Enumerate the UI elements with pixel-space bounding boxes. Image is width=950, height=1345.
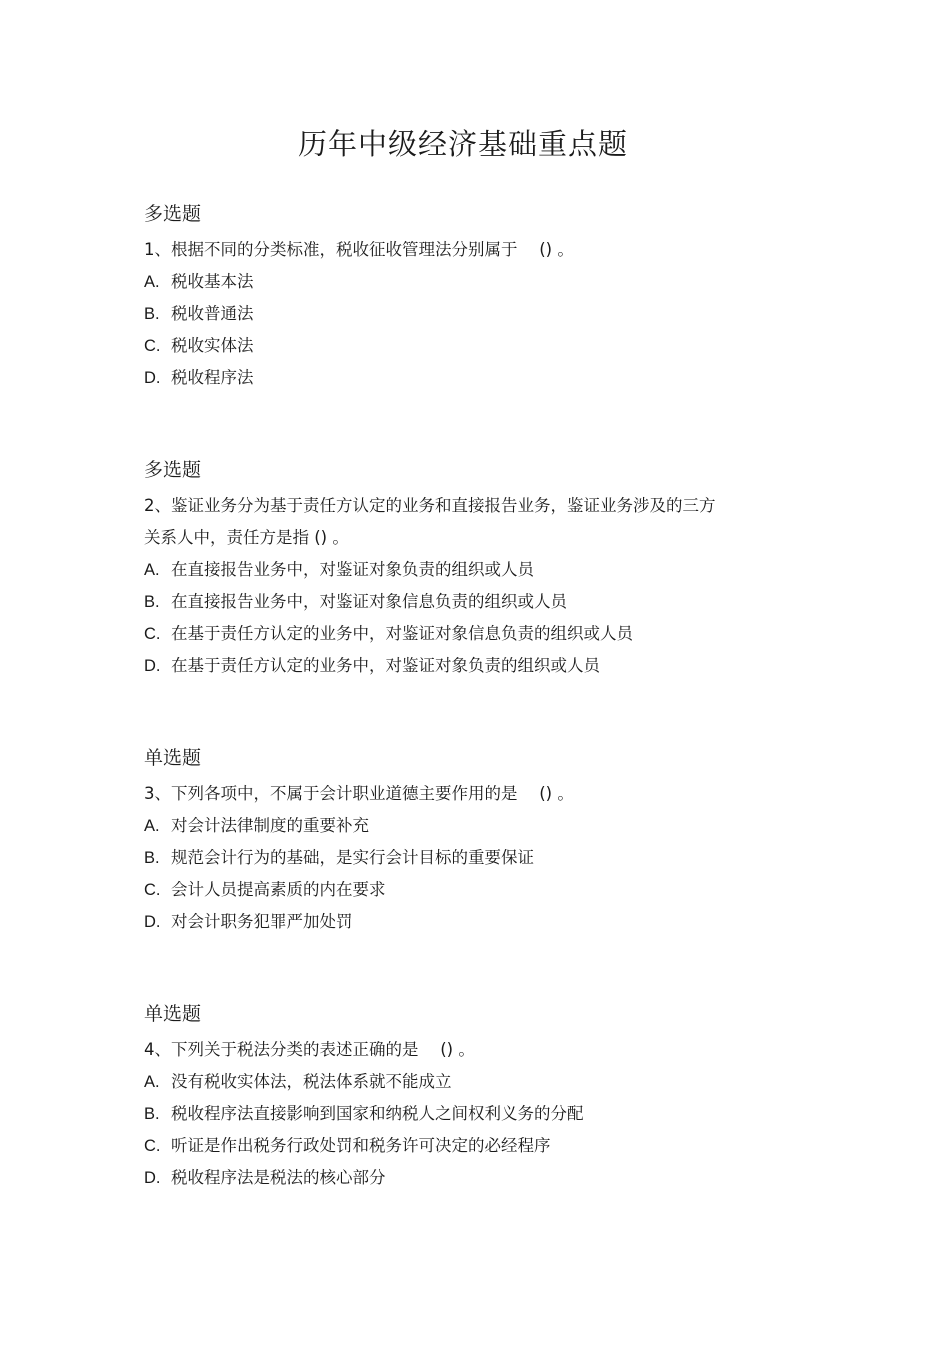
option-letter: B.: [144, 593, 160, 611]
question-4: [144, 1000, 784, 1194]
option-text: 对会计法律制度的重要补充: [171, 816, 369, 835]
question-number: 2、: [144, 496, 171, 515]
option-letter: B.: [144, 305, 160, 323]
option-letter: D.: [144, 913, 161, 931]
option-c: [144, 330, 784, 362]
question-stem: [144, 778, 784, 810]
option-a: [144, 1066, 784, 1098]
option-letter: A.: [144, 561, 160, 579]
option-c: [144, 618, 784, 650]
question-type: 多选题: [144, 459, 202, 481]
option-letter: A.: [144, 273, 160, 291]
option-letter: D.: [144, 369, 161, 387]
option-text: 在基于责任方认定的业务中，对鉴证对象信息负责的组织或人员: [171, 624, 633, 643]
option-letter: B.: [144, 849, 160, 867]
question-number: 4、: [144, 1040, 171, 1059]
option-text: 税收实体法: [171, 336, 254, 355]
option-a: [144, 266, 784, 298]
option-list: [144, 810, 784, 938]
option-list: [144, 554, 784, 682]
option-text: 税收基本法: [171, 272, 254, 291]
page-title: 历年中级经济基础重点题: [297, 127, 628, 161]
option-text: 规范会计行为的基础，是实行会计目标的重要保证: [171, 848, 534, 867]
question-stem-line: 根据不同的分类标准，税收征收管理法分别属于 () 。: [171, 240, 574, 259]
option-text: 在直接报告业务中，对鉴证对象负责的组织或人员: [171, 560, 534, 579]
option-text: 听证是作出税务行政处罚和税务许可决定的必经程序: [171, 1136, 551, 1155]
option-b: [144, 298, 784, 330]
question-type: 单选题: [144, 1003, 202, 1025]
option-text: 税收程序法是税法的核心部分: [171, 1168, 386, 1187]
option-letter: C.: [144, 625, 161, 643]
option-c: [144, 1130, 784, 1162]
option-text: 会计人员提高素质的内在要求: [171, 880, 386, 899]
option-text: 在直接报告业务中，对鉴证对象信息负责的组织或人员: [171, 592, 567, 611]
question-2: [144, 456, 784, 682]
question-type: 多选题: [144, 203, 202, 225]
option-d: [144, 362, 784, 394]
question-stem: [144, 234, 784, 266]
question-number: 1、: [144, 240, 171, 259]
question-number: 3、: [144, 784, 171, 803]
question-stem: [144, 1034, 784, 1066]
option-d: [144, 650, 784, 682]
option-b: [144, 586, 784, 618]
option-text: 税收程序法: [171, 368, 254, 387]
option-text: 税收程序法直接影响到国家和纳税人之间权利义务的分配: [171, 1104, 584, 1123]
option-list: [144, 1066, 784, 1194]
option-a: [144, 554, 784, 586]
option-list: [144, 266, 784, 394]
question-1: [144, 200, 784, 394]
question-stem-line: 下列各项中，不属于会计职业道德主要作用的是 () 。: [171, 784, 574, 803]
question-type: 单选题: [144, 747, 202, 769]
option-b: [144, 1098, 784, 1130]
option-letter: C.: [144, 1137, 161, 1155]
question-3: [144, 744, 784, 938]
question-stem-line: 下列关于税法分类的表述正确的是 () 。: [171, 1040, 475, 1059]
option-a: [144, 810, 784, 842]
option-letter: D.: [144, 1169, 161, 1187]
option-b: [144, 842, 784, 874]
question-stem: [144, 490, 784, 554]
option-letter: B.: [144, 1105, 160, 1123]
question-stem-line: 关系人中，责任方是指 () 。: [144, 528, 349, 547]
option-letter: C.: [144, 881, 161, 899]
option-c: [144, 874, 784, 906]
option-text: 没有税收实体法，税法体系就不能成立: [171, 1072, 452, 1091]
option-letter: A.: [144, 1073, 160, 1091]
option-text: 在基于责任方认定的业务中，对鉴证对象负责的组织或人员: [171, 656, 600, 675]
option-text: 税收普通法: [171, 304, 254, 323]
option-d: [144, 1162, 784, 1194]
option-letter: A.: [144, 817, 160, 835]
question-stem-line: 鉴证业务分为基于责任方认定的业务和直接报告业务，鉴证业务涉及的三方: [171, 496, 716, 515]
option-letter: D.: [144, 657, 161, 675]
option-text: 对会计职务犯罪严加处罚: [171, 912, 353, 931]
option-letter: C.: [144, 337, 161, 355]
option-d: [144, 906, 784, 938]
